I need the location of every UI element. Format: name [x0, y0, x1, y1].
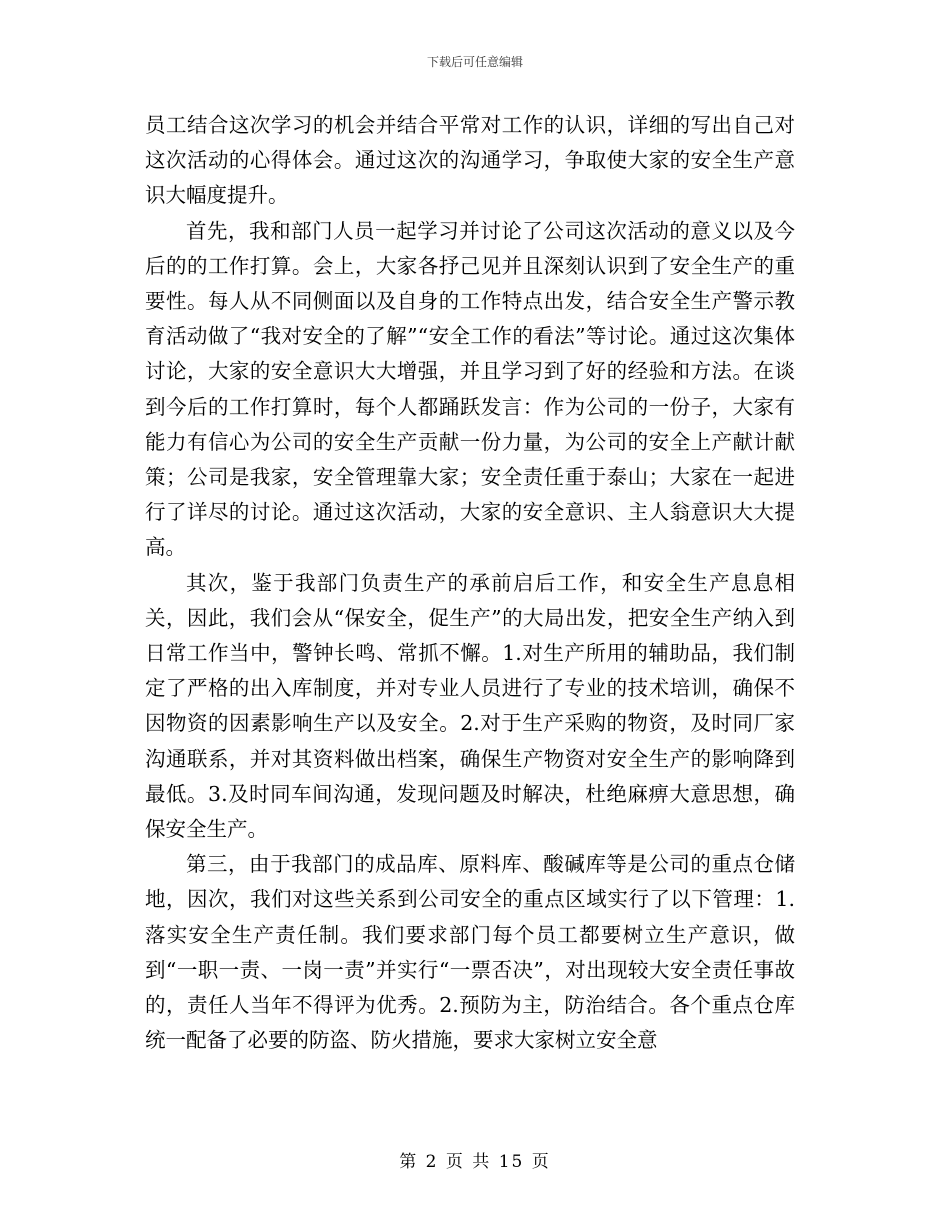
- paragraph-second: 其次，鉴于我部门负责生产的承前启后工作，和安全生产息息相关，因此，我们会从“保安全，促生产”的大局出发，把安全生产纳入到日常工作当中，警钟长鸣、常抓不懈。1.对生产所用的辅助品，我们制定了严格的出入库制度，并对专业人员进行了专业的技术培训，确保不因物资的因素影响生产以及安全。2.对于生产采购的物资，及时同厂家沟通联系，并对其资料做出档案，确保生产物资对安全生产的影响降到最低。3.及时同车间沟通，发现问题及时解决，杜绝麻痹大意思想，确保安全生产。: [145, 570, 795, 842]
- document-body: [145, 108, 795, 1058]
- paragraph-continuation: 员工结合这次学习的机会并结合平常对工作的认识，详细的写出自己对这次活动的心得体会。通过这次的沟通学习，争取使大家的安全生产意识大幅度提升。: [145, 113, 795, 208]
- page-header: 下载后可任意编辑: [426, 55, 523, 69]
- page-footer-page-number: 第 2 页 共 15 页: [399, 1152, 551, 1172]
- paragraph-first: 首先，我和部门人员一起学习并讨论了公司这次活动的意义以及今后的的工作打算。会上，大家各抒己见并且深刻认识到了安全生产的重要性。每人从不同侧面以及自身的工作特点出发，结合安全生产警示教育活动做了“我对安全的了解”“安全工作的看法”等讨论。通过这次集体讨论，大家的安全意识大大增强，并且学习到了好的经验和方法。在谈到今后的工作打算时，每个人都踊跃发言：作为公司的一份子，大家有能力有信心为公司的安全生产贡献一份力量，为公司的安全上产献计献策；公司是我家，安全管理靠大家；安全责任重于泰山；大家在一起进行了详尽的讨论。通过这次活动，大家的安全意识、主人翁意识大大提高。: [145, 218, 795, 560]
- paragraph-third: 第三，由于我部门的成品库、原料库、酸碱库等是公司的重点仓储地，因次，我们对这些关系到公司安全的重点区域实行了以下管理：1.落实安全生产责任制。我们要求部门每个员工都要树立生产意识，做到“一职一责、一岗一责”并实行“一票否决”，对出现较大安全责任事故的，责任人当年不得评为优秀。2.预防为主，防治结合。各个重点仓库统一配备了必要的防盗、防火措施，要求大家树立安全意: [145, 852, 795, 1053]
